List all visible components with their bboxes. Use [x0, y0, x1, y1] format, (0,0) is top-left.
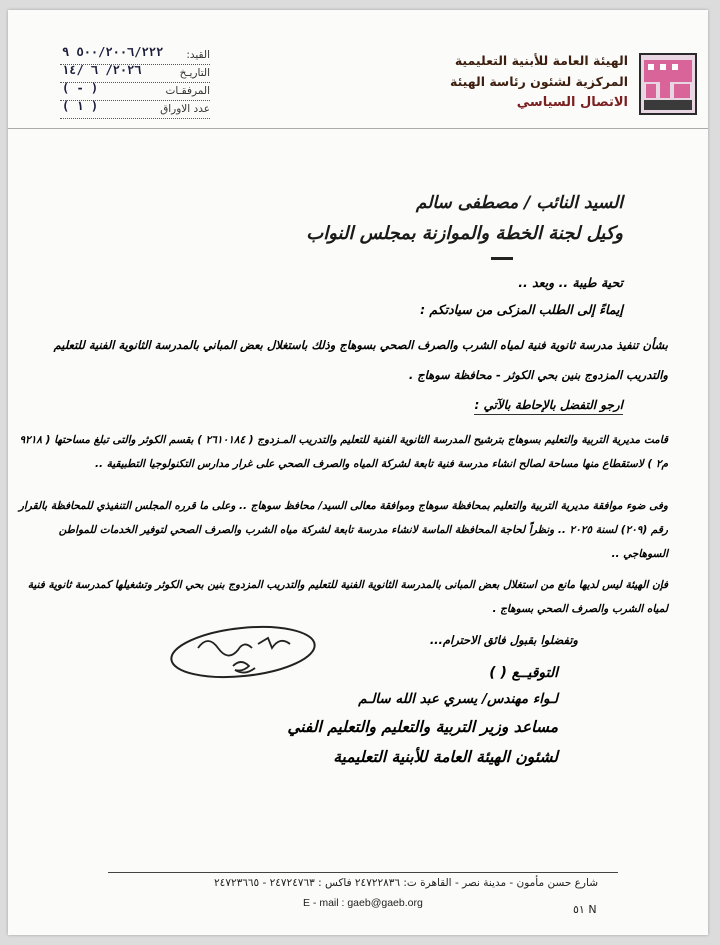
separator-dash [491, 257, 513, 260]
header-divider [8, 128, 708, 129]
body-paragraph-3: فإن الهيئة ليس لديها مانع من استغلال بعض المبانى بالمدرسة الثانوية الفنية للتعليم والتدريب المزدوج بنين بحي الكوثر وتشغيلها كمدرسة ثانوية فنية لمياه الشرب والصرف الصحي بسوهاج . [27, 579, 668, 615]
ref-row-pages [60, 101, 210, 119]
ref-label-qaid: القيد: [186, 49, 210, 61]
reference-line: إيماءً إلى الطلب المزكى من سيادتكم : [420, 302, 623, 317]
org-department: الاتصال السياسي [516, 95, 628, 110]
addressee-name: السيد النائب / مصطفى سالم [415, 193, 623, 213]
signatory-name: لـواء مهندس/ يسري عبد الله سالـم [358, 691, 558, 707]
footer-email: E - mail : gaeb@gaeb.org [303, 897, 423, 909]
body-paragraph-2: وفى ضوء موافقة مديرية التربية والتعليم بمحافظة سوهاج وموافقة معالى السيد/ محافظ سوهاج .. وعلى ما قرره المجلس التنفيذي للمحافظة بالقرار رقم (٢٠٩) لسنة ٢٠٢٥ .. ونظراً لحاجة المحافظة الماسة لانشاء مدرسة تابعة لشركة مياه الشرب والصرف الصحي لتوفير الخدمات للمواطن السوهاجي .. [18, 500, 668, 560]
ref-label-attachments: المرفقـات [165, 85, 210, 97]
ref-value-date: ٢٠٢٦/ ٦ /١٤ [62, 63, 142, 77]
signature-label: التوقيــع ( ) [489, 665, 558, 681]
signature-block [98, 660, 558, 772]
ref-value-qaid: ٥٠٠/٢٠٠٦/٢٢٢ ٩ [62, 45, 164, 59]
reference-block [60, 47, 210, 119]
org-name-line-1: الهيئة العامة للأبنية التعليمية [454, 53, 628, 68]
ref-value-pages: ( ١ ) [62, 99, 99, 113]
org-name-line-2: المركزية لشئون رئاسة الهيئة [449, 74, 628, 89]
ref-label-pages: عدد الاوراق [160, 103, 210, 115]
signatory-title-1: مساعد وزير التربية والتعليم والتعليم الفني [287, 718, 558, 736]
page-number: N ٥١ [573, 903, 597, 916]
ref-value-attachments: ( - ) [62, 81, 99, 95]
footer-address: شارع حسن مأمون - مدينة نصر - القاهرة ت: ٢٤٧٢٢٨٣٦ فاكس : ٢٤٧٢٤٧٦٣ - ٢٤٧٢٣٦٦٥ [214, 877, 598, 889]
footer-divider [108, 872, 618, 873]
greeting: تحية طيبة .. وبعد .. [518, 275, 623, 290]
addressee-title: وكيل لجنة الخطة والموازنة بمجلس النواب [306, 223, 623, 244]
body-paragraph-1: قامت مديرية التربية والتعليم بسوهاج بترشيح المدرسة الثانوية الفنية للتعليم والتدريب المـزدوج ( ٢٦١٠١٨٤ ) بقسم الكوثر والتى تبلغ مساحتها ( ٩٢١٨ م٢ ) لاستقطاع منها مساحة لصالح انشاء مدرسة فنية تابعة لشركة المياه والصرف الصحي على غرار مدارس التكنولوجيا التطبيقية .. [19, 434, 668, 470]
request-heading: ارجو التفضل بالإحاطة بالآتي : [474, 398, 623, 415]
ref-label-date: التاريـخ [179, 67, 210, 79]
signatory-title-2: لشئون الهيئة العامة للأبنية التعليمية [333, 748, 558, 766]
subject-paragraph: بشأن تنفيذ مدرسة ثانوية فنية لمياه الشرب والصرف الصحي بسوهاج وذلك باستغلال بعض المباني بالمدرسة الثانوية الفنية للتعليم والتدريب المزدوج بنين بحي الكوثر - محافظة سوهاج . [53, 338, 668, 382]
closing-line: وتفضلوا بقبول فائق الاحترام... [429, 633, 578, 647]
gaeb-logo [638, 50, 698, 118]
letter-page [8, 10, 708, 935]
organization-name [378, 50, 628, 114]
